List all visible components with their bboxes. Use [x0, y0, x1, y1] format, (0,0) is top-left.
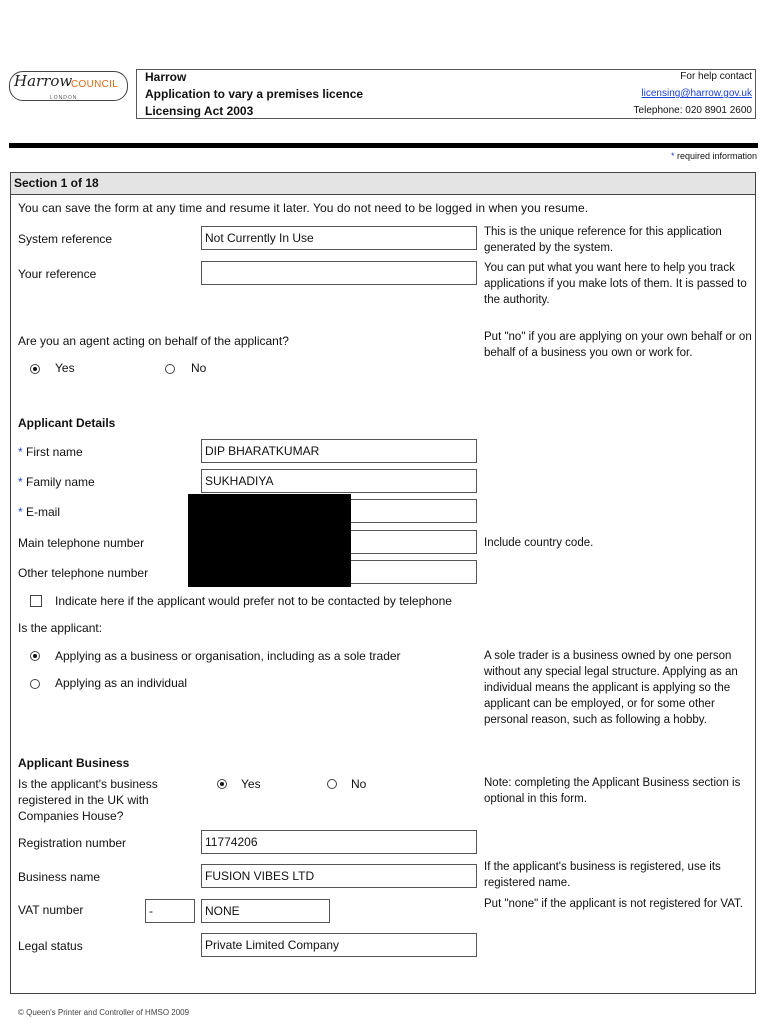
save-note: You can save the form at any time and resume it later. You do not need to be logged in when you resume. [18, 201, 589, 215]
applicant-business-heading: Applicant Business [18, 756, 130, 770]
logo-council-text: COUNCIL [71, 79, 119, 90]
your-reference-help: You can put what you want here to help you track applications if you make lots of them. It is passed to the authority. [484, 262, 747, 306]
business-name-help: If the applicant's business is registered, use its registered name. [484, 861, 721, 889]
vat-number-label: VAT number [18, 903, 84, 917]
registered-yes-radio[interactable] [217, 779, 227, 789]
other-phone-label: Other telephone number [18, 566, 149, 580]
registration-number-input[interactable]: 11774206 [201, 830, 477, 854]
first-name-label: * First name [18, 445, 83, 459]
required-star: * [670, 151, 677, 161]
family-name-label: * Family name [18, 475, 95, 489]
act-name: Licensing Act 2003 [145, 104, 254, 118]
section-title: Section 1 of 18 [14, 176, 99, 190]
applicant-type-help: A sole trader is a business owned by one person without any special legal structure. Applying as an individual means the applicant is applying so the applicant can be employed, or for some other personal reason, such as following a hobby. [484, 650, 738, 726]
vat-number-input[interactable]: NONE [201, 899, 330, 923]
help-phone: Telephone: 020 8901 2600 [633, 105, 752, 116]
registered-no-radio[interactable] [327, 779, 337, 789]
agent-question: Are you an agent acting on behalf of the applicant? [18, 334, 289, 348]
copyright-footer: © Queen's Printer and Controller of HMSO 2009 [18, 1008, 190, 1017]
registered-question: Is the applicant's business registered in the UK with Companies House? [18, 777, 158, 823]
help-contact-label: For help contact [680, 71, 752, 82]
registered-no-label: No [351, 777, 367, 791]
no-phone-contact-label: Indicate here if the applicant would prefer not to be contacted by telephone [55, 594, 452, 608]
logo-script-text: Harrow [14, 72, 73, 90]
email-label: * E-mail [18, 505, 61, 519]
required-note-text: required information [676, 151, 757, 161]
registered-yes-label: Yes [241, 777, 261, 791]
your-reference-label: Your reference [18, 267, 97, 281]
form-title: Application to vary a premises licence [145, 87, 364, 101]
legal-status-label: Legal status [18, 939, 83, 953]
agent-no-radio[interactable] [165, 364, 175, 374]
business-name-input[interactable]: FUSION VIBES LTD [201, 864, 477, 888]
legal-status-field[interactable]: Private Limited Company [201, 933, 477, 957]
vat-prefix-input[interactable]: - [145, 899, 195, 923]
family-name-input[interactable]: SUKHADIYA [201, 469, 477, 493]
agent-yes-label: Yes [55, 361, 75, 375]
applicant-business-label: Applying as a business or organisation, including as a sole trader [55, 649, 401, 663]
is-applicant-label: Is the applicant: [18, 621, 103, 635]
system-reference-label: System reference [18, 232, 113, 246]
help-email-link[interactable]: licensing@harrow.gov.uk [641, 88, 752, 99]
agent-help: Put "no" if you are applying on your own behalf or on behalf of a business you own or work for. [484, 331, 752, 359]
required-star: * [18, 445, 27, 459]
no-phone-contact-checkbox[interactable] [30, 595, 42, 607]
system-reference-field: Not Currently In Use [201, 226, 477, 250]
main-phone-help: Include country code. [484, 537, 594, 549]
registration-number-label: Registration number [18, 836, 127, 850]
vat-help: Put "none" if the applicant is not registered for VAT. [484, 898, 743, 910]
applicant-business-radio[interactable] [30, 651, 40, 661]
required-note [671, 151, 757, 161]
agent-yes-radio[interactable] [30, 364, 40, 374]
redaction-block [188, 494, 351, 587]
registered-help: Note: completing the Applicant Business section is optional in this form. [484, 777, 741, 805]
applicant-details-heading: Applicant Details [18, 416, 116, 430]
section-header-bar [10, 172, 756, 195]
required-star: * [18, 475, 27, 489]
org-name: Harrow [145, 70, 187, 84]
business-name-label: Business name [18, 870, 101, 884]
logo-sub-text: LONDON [50, 95, 78, 101]
required-star: * [18, 505, 27, 519]
applicant-individual-label: Applying as an individual [55, 676, 188, 690]
main-phone-label: Main telephone number [18, 536, 145, 550]
applicant-individual-radio[interactable] [30, 679, 40, 689]
system-reference-help: This is the unique reference for this application generated by the system. [484, 226, 722, 254]
your-reference-input[interactable] [201, 261, 477, 285]
first-name-input[interactable]: DIP BHARATKUMAR [201, 439, 477, 463]
agent-no-label: No [191, 361, 207, 375]
header-divider [9, 143, 758, 148]
